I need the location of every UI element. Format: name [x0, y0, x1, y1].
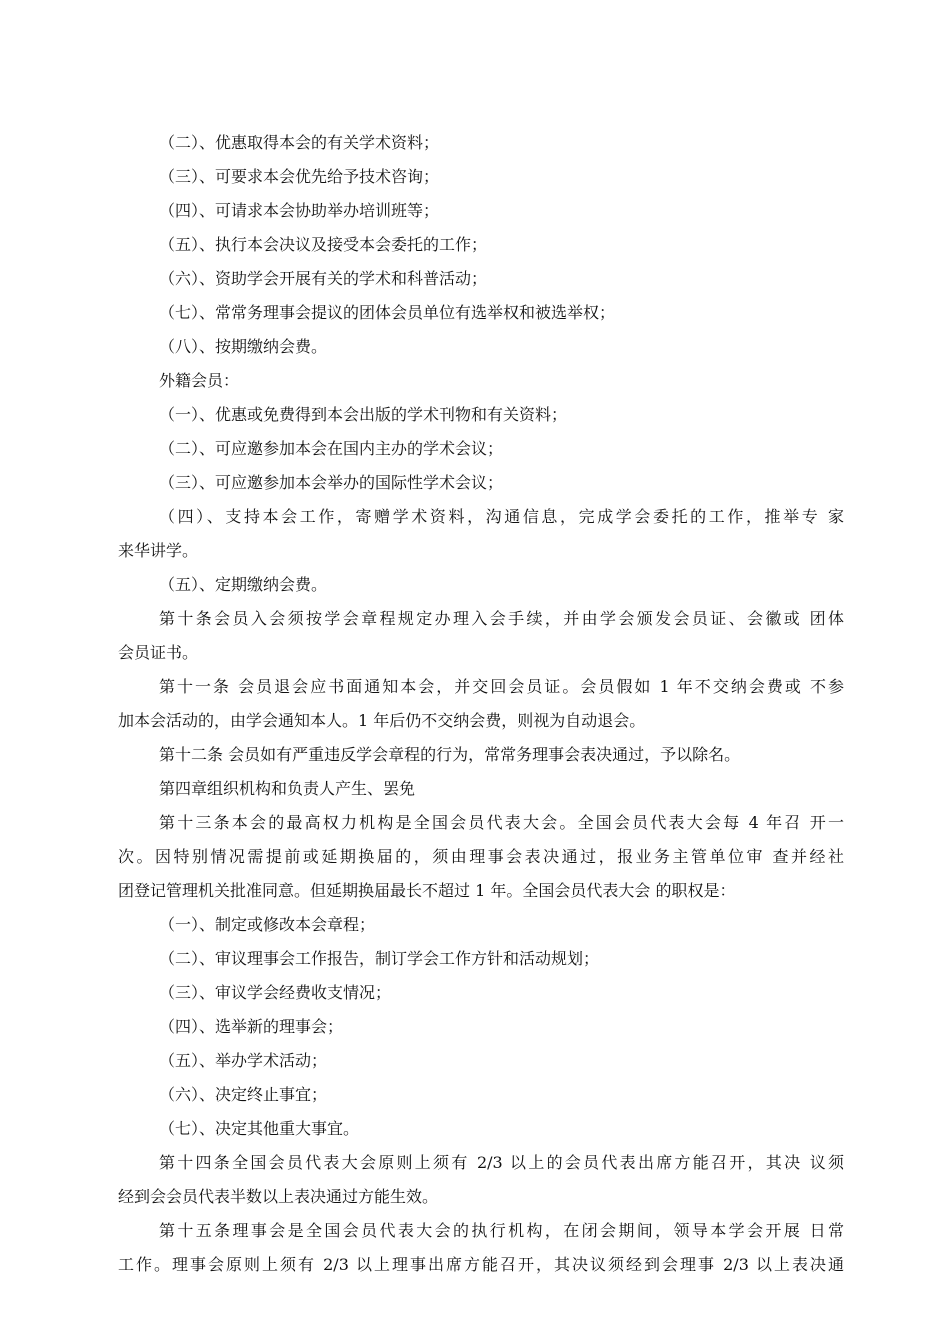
text-line: （三）、可应邀参加本会举办的国际性学术会议； — [159, 473, 504, 492]
article-line: 第十三条本会的最高权力机构是全国会员代表大会。全国会员代表大会每 4 年召 开一 — [159, 813, 844, 832]
article-line: 第十一条 会员退会应书面通知本会，并交回会员证。会员假如 1 年不交纳会费或 不参 — [159, 677, 844, 696]
text-line: （四）、选举新的理事会； — [159, 1017, 344, 1036]
section-label: 外籍会员： — [159, 371, 240, 390]
text-line: （一）、制定或修改本会章程； — [159, 915, 376, 934]
text-line: （三）、审议学会经费收支情况； — [159, 983, 392, 1002]
text-line: （八）、按期缴纳会费。 — [159, 337, 328, 356]
text-line: （二）、审议理事会工作报告，制订学会工作方针和活动规划； — [159, 949, 600, 968]
text-line: （七）、常常务理事会提议的团体会员单位有选举权和被选举权； — [159, 303, 616, 322]
article-line: 第十二条 会员如有严重违反学会章程的行为，常常务理事会表决通过，予以除名。 — [159, 745, 741, 764]
article-line: 第十四条全国会员代表大会原则上须有 2/3 以上的会员代表出席方能召开，其决 议须 — [159, 1153, 844, 1172]
text-line: （四）、可请求本会协助举办培训班等； — [159, 201, 440, 220]
text-line: （一）、优惠或免费得到本会出版的学术刊物和有关资料； — [159, 405, 568, 424]
text-line: （六）、决定终止事宜； — [159, 1085, 328, 1104]
article-line: 工作。理事会原则上须有 2/3 以上理事出席方能召开，其决议须经到会理事 2/3 以上表决通 — [118, 1255, 844, 1274]
text-line: （五）、举办学术活动； — [159, 1051, 328, 1070]
text-line: （四）、支持本会工作，寄赠学术资料，沟通信息，完成学会委托的工作，推举专 家 — [159, 507, 844, 526]
text-line: （二）、优惠取得本会的有关学术资料； — [159, 133, 440, 152]
article-line: 第十五条理事会是全国会员代表大会的执行机构，在闭会期间，领导本学会开展 日常 — [159, 1221, 844, 1240]
text-line: 来华讲学。 — [118, 541, 199, 560]
text-line: （七）、决定其他重大事宜。 — [159, 1119, 360, 1138]
text-line: （六）、资助学会开展有关的学术和科普活动； — [159, 269, 488, 288]
article-line: 会员证书。 — [118, 643, 199, 662]
article-line: 团登记管理机关批准同意。但延期换届最长不超过 1 年。全国会员代表大会 的职权是： — [118, 881, 736, 900]
article-line: 第十条会员入会须按学会章程规定办理入会手续，并由学会颁发会员证、会徽或 团体 — [159, 609, 844, 628]
chapter-heading: 第四章组织机构和负责人产生、罢免 — [159, 779, 416, 798]
article-line: 次。因特别情况需提前或延期换届的，须由理事会表决通过，报业务主管单位审 查并经社 — [118, 847, 844, 866]
text-line: （二）、可应邀参加本会在国内主办的学术会议； — [159, 439, 504, 458]
text-line: （五）、定期缴纳会费。 — [159, 575, 328, 594]
document-page — [118, 126, 844, 1282]
article-line: 经到会会员代表半数以上表决通过方能生效。 — [118, 1187, 439, 1206]
text-line: （三）、可要求本会优先给予技术咨询； — [159, 167, 440, 186]
text-line: （五）、执行本会决议及接受本会委托的工作； — [159, 235, 488, 254]
article-line: 加本会活动的，由学会通知本人。1 年后仍不交纳会费，则视为自动退会。 — [118, 711, 646, 730]
